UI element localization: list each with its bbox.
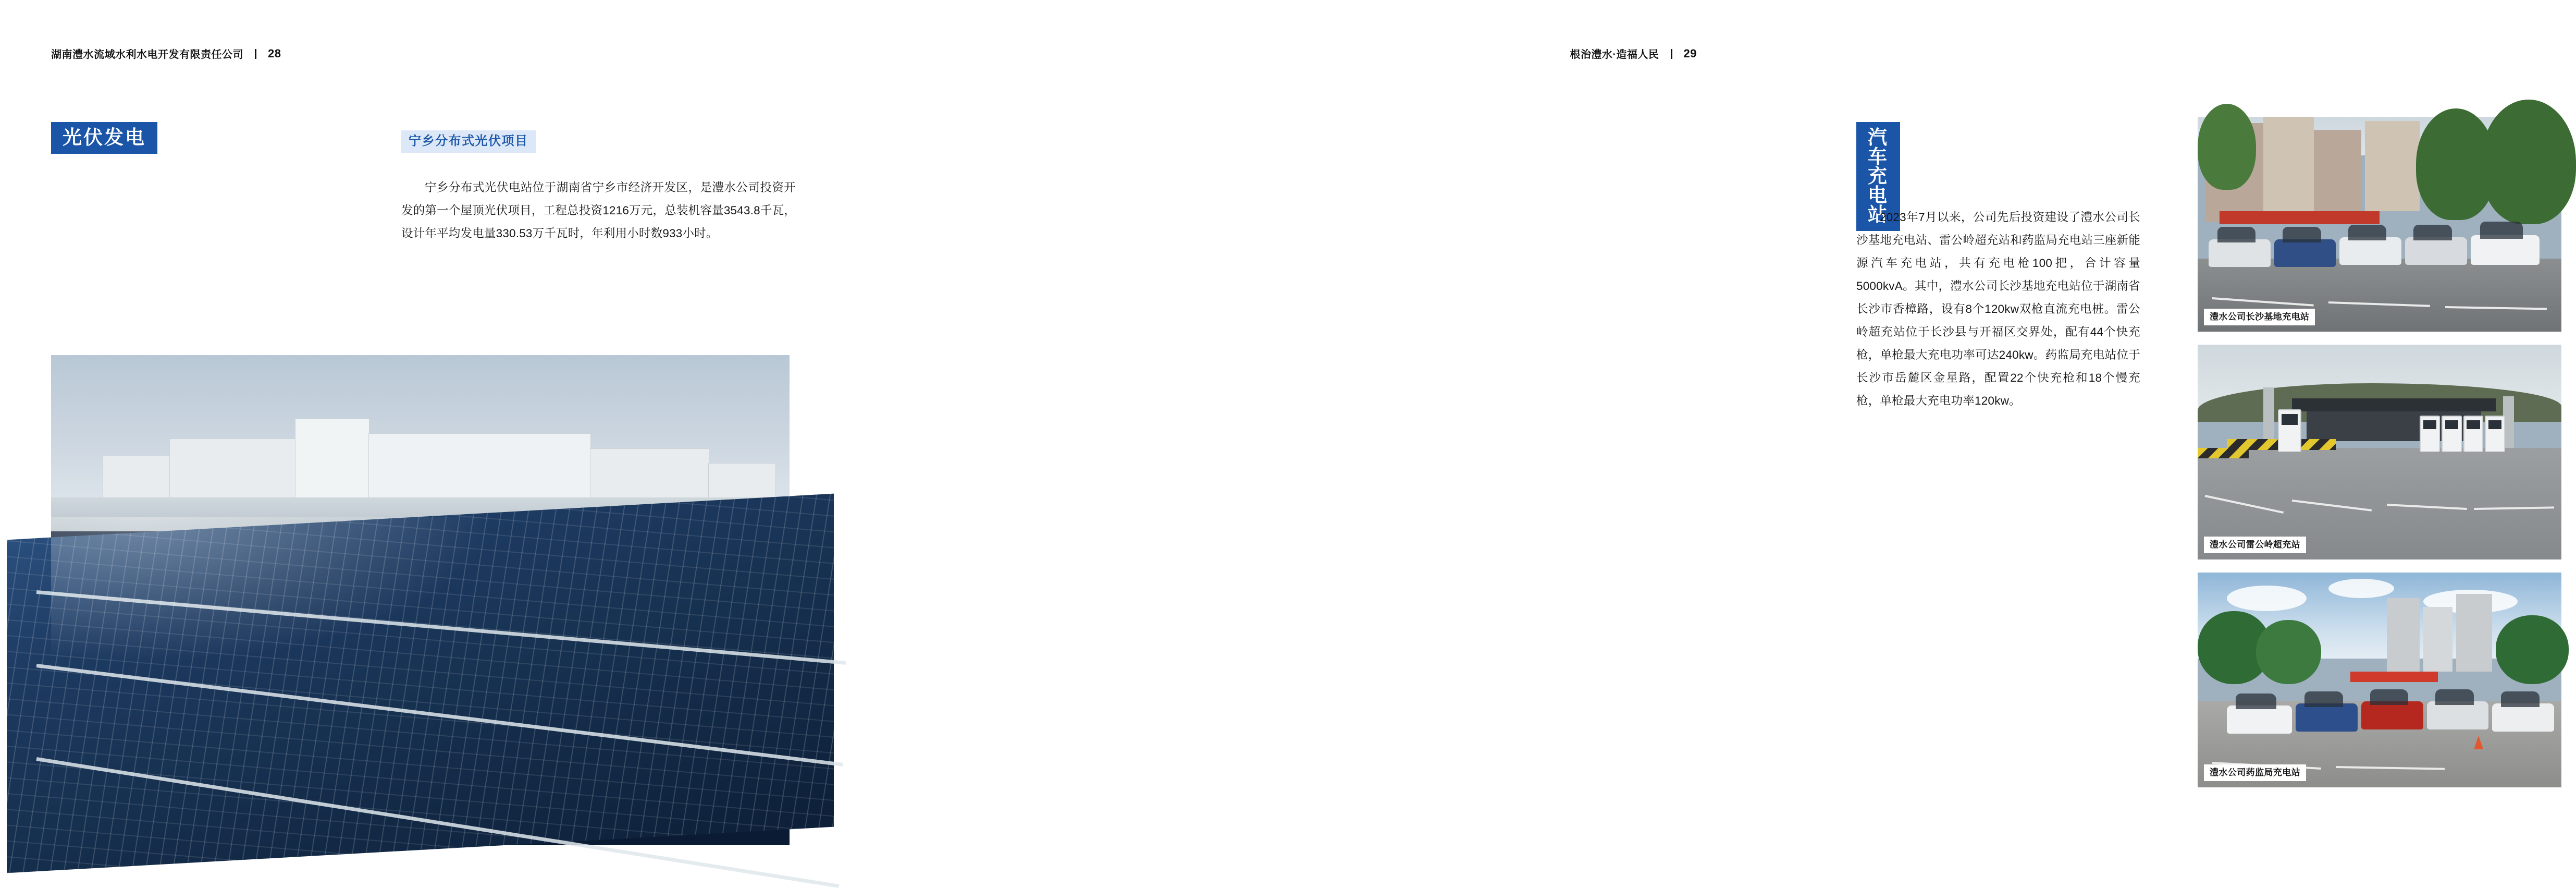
scene3-car-5 [2492,703,2554,732]
photo-building-right [590,448,709,498]
scene1-building-4 [2365,121,2420,211]
scene2-charger-4 [2485,416,2505,452]
scene3-tree-2 [2256,620,2322,685]
scene3-red-banner [2350,672,2438,683]
scene1-car-4 [2405,237,2467,265]
scene3-tower-1 [2387,598,2420,671]
photo-card-leigongling [2198,345,2561,559]
right-running-head [1570,46,1697,61]
sub-title-ningxiang-project: 宁乡分布式光伏项目 [401,130,536,153]
scene1-red-banner [2220,211,2380,224]
scene3-cloud-1 [2227,586,2307,611]
scene1-car-1-cabin [2217,227,2256,242]
left-running-head-divider [255,49,256,59]
photo-leigongling-station [2198,345,2561,559]
scene1-tree-3 [2198,104,2256,190]
scene3-traffic-cone [2474,736,2483,749]
scene2-charger-2 [2442,416,2462,452]
right-body-paragraph: 2023年7月以来，公司先后投资建设了澧水公司长沙基地充电站、雷公岭超充站和药监局充电站三座新能源汽车充电站，共有充电枪100把，合计容量5000kvA。其中，澧水公司长沙基地充电站位于湖南省长沙市香樟路，设有8个120kw双枪直流充电桩。雷公岭超充站位于长沙县与开福区交界处，配有44个快充枪，单枪最大充电功率可达240kw。药监局充电站位于长沙市岳麓区金星路，配置22个快充枪和18个慢充枪，单枪最大充电功率120kw。 [1856,211,2140,407]
scene3-car-3 [2361,701,2423,729]
left-section-title-wrap [51,122,157,154]
scene3-car-4-cabin [2435,689,2474,705]
photo-card-changsha-base [2198,117,2561,332]
scene2-charger-3-screen [2467,420,2480,429]
scene3-tower-3 [2456,594,2493,671]
scene1-car-2-cabin [2283,227,2321,242]
right-page [874,0,2310,887]
scene3-tree-3 [2496,615,2569,684]
left-body-paragraph: 宁乡分布式光伏电站位于湖南省宁乡市经济开发区，是澧水公司投资开发的第一个屋顶光伏项目，工程总投资1216万元，总装机容量3543.8千瓦，设计年平均发电量330.53万千瓦时，年利用小时数933小时。 [401,181,796,240]
scene2-charger-1-screen [2423,420,2436,429]
scene2-charger-4-screen [2488,420,2501,429]
scene1-car-3 [2339,237,2401,265]
scene1-car-5 [2471,235,2540,265]
photo-building-mid [169,439,296,498]
left-body-copy [401,176,796,245]
photo-card-drug-admin [2198,573,2561,787]
left-running-head-publisher: 湖南澧水流域水利水电开发有限责任公司 [51,49,243,60]
right-photo-column [2198,117,2561,800]
photo-changsha-base-station [2198,117,2561,332]
scene1-tree-2 [2481,100,2575,224]
scene3-tower-2 [2423,607,2452,672]
left-sub-title-wrap [401,130,536,153]
scene1-car-5-cabin [2480,222,2523,238]
scene2-charger-1 [2420,416,2440,452]
scene2-charger-2-screen [2445,420,2458,429]
photo-caption-1: 澧水公司长沙基地充电站 [2204,309,2315,325]
scene1-building-3 [2314,130,2361,216]
photo-building-tall [295,419,370,498]
scene2-charger-3 [2463,416,2484,452]
right-running-head-divider [1671,49,1672,59]
left-running-head [51,46,281,61]
right-body-copy [1856,206,2140,412]
right-page-number: 29 [1683,46,1697,60]
scene1-car-2 [2274,239,2336,267]
scene3-car-2 [2296,703,2358,732]
scene1-car-4-cabin [2413,225,2452,240]
left-page [0,0,874,887]
photo-building-left [103,456,170,498]
scene3-car-1 [2227,705,2292,734]
scene3-car-3-cabin [2370,689,2409,705]
photo-solar-rooftop [51,355,790,845]
photo-drug-admin-station [2198,573,2561,787]
section-title-photovoltaic: 光伏发电 [51,122,157,154]
photo-glare [51,517,494,664]
right-running-head-slogan: 根治澧水·造福人民 [1570,49,1659,60]
scene2-yellow-curb-2 [2198,448,2249,459]
scene3-car-1-cabin [2236,694,2276,709]
scene1-building-2 [2263,117,2314,211]
scene2-charger-5 [2278,409,2302,452]
scene3-car-2-cabin [2304,691,2343,707]
scene2-canopy [2292,398,2496,411]
section-title-charging-station: 汽车充电站 [1856,122,1900,231]
photo-building-long [368,433,591,498]
left-page-number: 28 [268,46,281,60]
photo-caption-2: 澧水公司雷公岭超充站 [2204,537,2306,553]
scene2-charger-5-screen [2282,414,2297,424]
scene1-car-1 [2209,239,2271,267]
scene3-car-5-cabin [2501,691,2540,707]
photo-caption-3: 澧水公司药监局充电站 [2204,764,2306,781]
scene3-car-4 [2427,701,2489,729]
scene1-car-3-cabin [2348,225,2387,240]
